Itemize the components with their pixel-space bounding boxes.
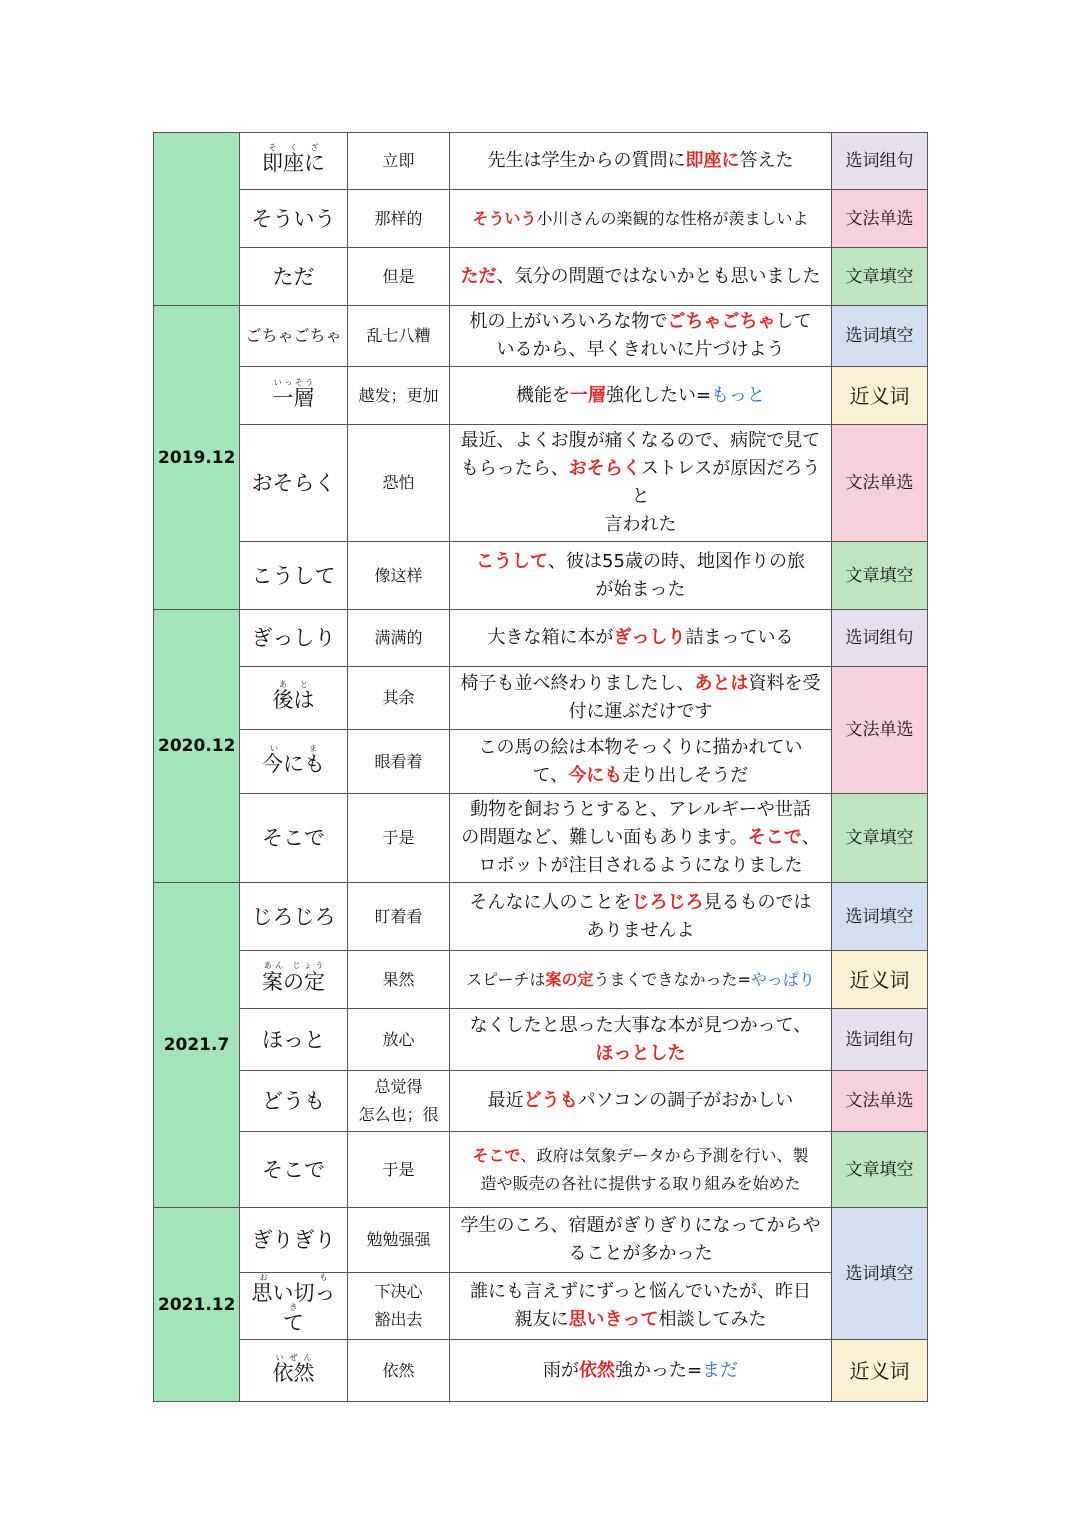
meaning-cell: 立即 <box>348 133 450 190</box>
meaning-cell: 放心 <box>348 1009 450 1071</box>
meaning-cell: 那样的 <box>348 190 450 248</box>
vocab-table <box>153 132 928 1402</box>
sentence-cell: 機能を一層強化したい=もっと <box>450 367 832 425</box>
table-row <box>154 190 928 248</box>
word-cell: じろじろ <box>240 883 348 951</box>
category-cell: 选词填空 <box>832 306 928 367</box>
meaning-cell: 但是 <box>348 248 450 306</box>
word-cell: 思い切っておも き <box>240 1273 348 1340</box>
word-cell: 案の定あん じょう <box>240 951 348 1009</box>
sentence-cell: この馬の絵は本物そっくりに描かれてい て、今にも走り出しそうだ <box>450 730 832 794</box>
meaning-cell: 勉勉强强 <box>348 1208 450 1273</box>
sentence-cell: 最近、よくお腹が痛くなるので、病院で見て もらったら、おそらくストレスが原因だろうと 言われた <box>450 425 832 542</box>
table-row <box>154 248 928 306</box>
meaning-cell: 眼看着 <box>348 730 450 794</box>
sentence-cell: ただ、気分の問題ではないかとも思いました <box>450 248 832 306</box>
meaning-cell: 于是 <box>348 794 450 883</box>
category-cell: 文章填空 <box>832 248 928 306</box>
sentence-cell: そういう小川さんの楽観的な性格が羨ましいよ <box>450 190 832 248</box>
meaning-cell: 乱七八糟 <box>348 306 450 367</box>
sentence-cell: 最近どうもパソコンの調子がおかしい <box>450 1071 832 1132</box>
year-cell: 2021.7 <box>154 883 240 1208</box>
sentence-cell: 椅子も並べ終わりましたし、あとは資料を受 付に運ぶだけです <box>450 667 832 730</box>
category-cell: 选词填空 <box>832 1208 928 1340</box>
sentence-cell: スピーチは案の定うまくできなかった=やっぱり <box>450 951 832 1009</box>
word-cell: 今にもいま <box>240 730 348 794</box>
table-row <box>154 542 928 610</box>
table-row <box>154 133 928 190</box>
meaning-cell: 恐怕 <box>348 425 450 542</box>
table-row <box>154 425 928 542</box>
year-cell: 2020.12 <box>154 610 240 883</box>
meaning-cell: 像这样 <box>348 542 450 610</box>
meaning-cell: 其余 <box>348 667 450 730</box>
year-cell-blank <box>154 133 240 306</box>
word-cell: おそらく <box>240 425 348 542</box>
word-cell: ほっと <box>240 1009 348 1071</box>
word-cell: ぎっしり <box>240 610 348 667</box>
category-cell: 选词填空 <box>832 883 928 951</box>
sentence-cell: 先生は学生からの質問に即座に答えた <box>450 133 832 190</box>
year-cell: 2019.12 <box>154 306 240 610</box>
table-row <box>154 1340 928 1402</box>
word-cell: 後はあと <box>240 667 348 730</box>
category-cell: 文章填空 <box>832 794 928 883</box>
sentence-cell: 机の上がいろいろな物でごちゃごちゃして いるから、早くきれいに片づけよう <box>450 306 832 367</box>
sentence-cell: 動物を飼おうとすると、アレルギーや世話 の問題など、難しい面もあります。そこで、 ロボットが注目されるようになりました <box>450 794 832 883</box>
sentence-cell: そこで、政府は気象データから予測を行い、製 造や販売の各社に提供する取り組みを始めた <box>450 1132 832 1208</box>
table-row <box>154 951 928 1009</box>
word-cell: ただ <box>240 248 348 306</box>
meaning-cell: 下决心 豁出去 <box>348 1273 450 1340</box>
table-row <box>154 794 928 883</box>
table-row <box>154 1132 928 1208</box>
category-cell: 文法单选 <box>832 425 928 542</box>
table-row <box>154 667 928 730</box>
meaning-cell: 于是 <box>348 1132 450 1208</box>
table-row <box>154 883 928 951</box>
table-row <box>154 1009 928 1071</box>
word-cell: ぎりぎり <box>240 1208 348 1273</box>
category-cell: 近义词 <box>832 367 928 425</box>
sentence-cell: 大きな箱に本がぎっしり詰まっている <box>450 610 832 667</box>
sentence-cell: 雨が依然強かった=まだ <box>450 1340 832 1402</box>
category-cell: 选词组句 <box>832 1009 928 1071</box>
word-cell: こうして <box>240 542 348 610</box>
table-row <box>154 1208 928 1273</box>
category-cell: 文章填空 <box>832 1132 928 1208</box>
sentence-cell: 誰にも言えずにずっと悩んでいたが、昨日 親友に思いきって相談してみた <box>450 1273 832 1340</box>
meaning-cell: 盯着看 <box>348 883 450 951</box>
table-row <box>154 306 928 367</box>
word-cell: ごちゃごちゃ <box>240 306 348 367</box>
category-cell: 文章填空 <box>832 542 928 610</box>
word-cell: どうも <box>240 1071 348 1132</box>
category-cell: 文法单选 <box>832 667 928 794</box>
category-cell: 选词组句 <box>832 133 928 190</box>
word-cell: 一層いっそう <box>240 367 348 425</box>
sentence-cell: そんなに人のことをじろじろ見るものでは ありませんよ <box>450 883 832 951</box>
category-cell: 文法单选 <box>832 190 928 248</box>
word-cell: 即座にそくざ <box>240 133 348 190</box>
word-cell: そういう <box>240 190 348 248</box>
category-cell: 近义词 <box>832 951 928 1009</box>
meaning-cell: 越发；更加 <box>348 367 450 425</box>
meaning-cell: 总觉得 怎么也；很 <box>348 1071 450 1132</box>
year-cell: 2021.12 <box>154 1208 240 1402</box>
table-row <box>154 367 928 425</box>
sentence-cell: 学生のころ、宿題がぎりぎりになってからや ることが多かった <box>450 1208 832 1273</box>
table-row <box>154 1273 928 1340</box>
meaning-cell: 满满的 <box>348 610 450 667</box>
sentence-cell: なくしたと思った大事な本が見つかって、 ほっとした <box>450 1009 832 1071</box>
word-cell: 依然いぜん <box>240 1340 348 1402</box>
sentence-cell: こうして、彼は55歳の時、地図作りの旅 が始まった <box>450 542 832 610</box>
word-cell: そこで <box>240 794 348 883</box>
table-row <box>154 1071 928 1132</box>
category-cell: 近义词 <box>832 1340 928 1402</box>
category-cell: 选词组句 <box>832 610 928 667</box>
table-row <box>154 610 928 667</box>
table-row <box>154 730 928 794</box>
word-cell: そこで <box>240 1132 348 1208</box>
category-cell: 文法单选 <box>832 1071 928 1132</box>
meaning-cell: 果然 <box>348 951 450 1009</box>
meaning-cell: 依然 <box>348 1340 450 1402</box>
